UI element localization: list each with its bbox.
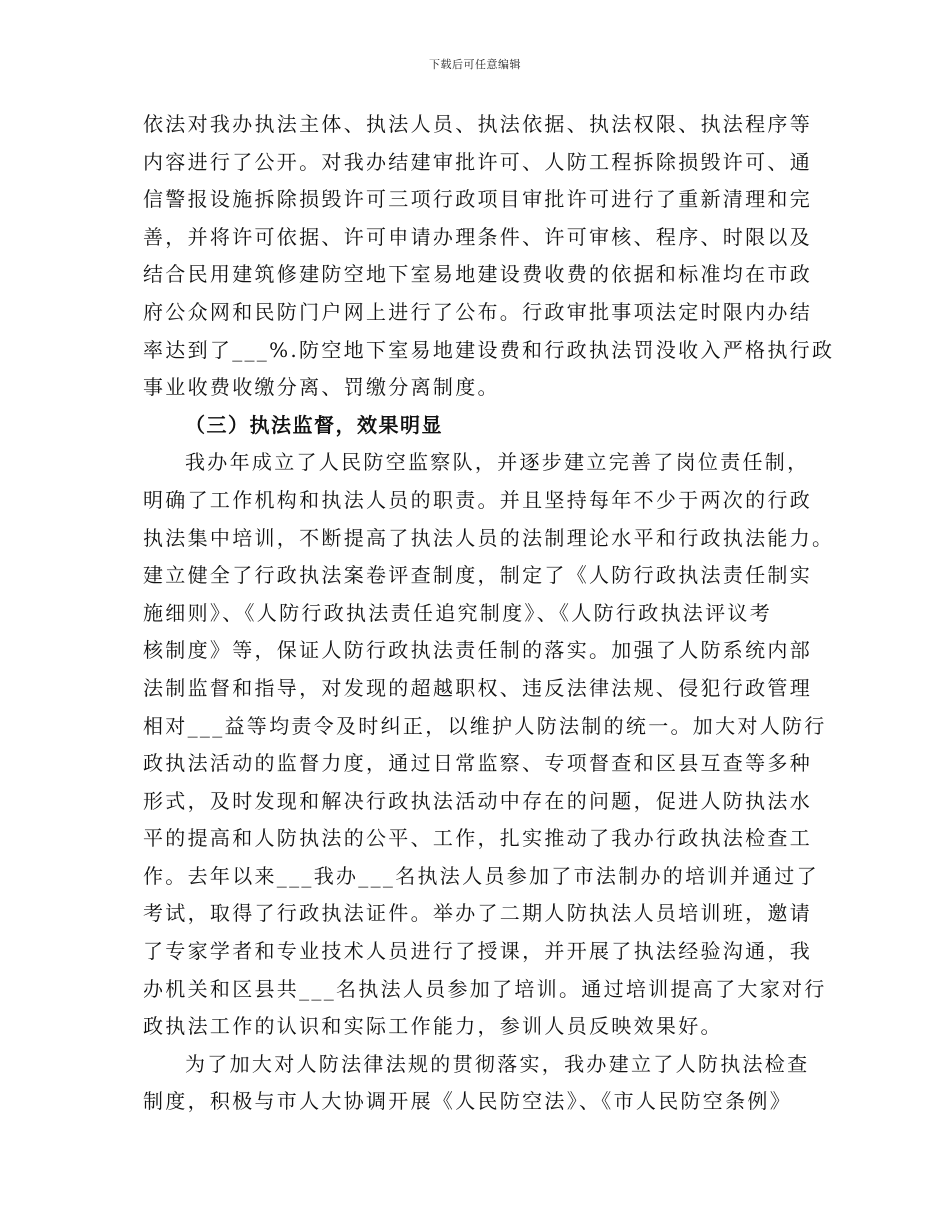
document-body [143, 106, 835, 1121]
text-line: 平的提高和人防执法的公平、工作，扎实推动了我办行政执法检查工 [143, 826, 812, 851]
text-line: 核制度》等，保证人防行政执法责任制的落实。加强了人防系统内部 [143, 638, 812, 663]
text-line: 信警报设施拆除损毁许可三项行政项目审批许可进行了重新清理和完 [143, 187, 812, 212]
text-line: 府公众网和民防门户网上进行了公布。行政审批事项法定时限内办结 [143, 299, 812, 324]
text-line: 办机关和区县共___名执法人员参加了培训。通过培训提高了大家对行 [143, 976, 827, 1001]
text-line: 政执法工作的认识和实际工作能力，参训人员反映效果好。 [143, 1014, 723, 1039]
text-line: 考试，取得了行政执法证件。举办了二期人防执法人员培训班，邀请 [143, 901, 812, 926]
section-heading: （三）执法监督，效果明显 [185, 412, 443, 437]
text-line: 执法集中培训，不断提高了执法人员的法制理论水平和行政执法能力。 [143, 525, 835, 550]
text-line: 作。去年以来___我办___名执法人员参加了市法制办的培训并通过了 [143, 863, 819, 888]
text-line: 事业收费收缴分离、罚缴分离制度。 [143, 375, 500, 400]
text-line: 施细则》、《人防行政执法责任追究制度》、《人防行政执法评议考 [143, 600, 772, 625]
text-line: 依法对我办执法主体、执法人员、执法依据、执法权限、执法程序等 [143, 112, 812, 136]
text-line: 法制监督和指导，对发现的超越职权、违反法律法规、侵犯行政管理 [143, 675, 812, 700]
text-line: 政执法活动的监督力度，通过日常监察、专项督查和区县互查等多种 [143, 751, 812, 776]
text-line: 建立健全了行政执法案卷评查制度，制定了《人防行政执法责任制实 [143, 563, 812, 588]
text-line: 形式，及时发现和解决行政执法活动中存在的问题，促进人防执法水 [143, 788, 812, 813]
page-header: 下载后可任意编辑 [429, 58, 521, 71]
text-line: 内容进行了公开。对我办结建审批许可、人防工程拆除损毁许可、通 [143, 149, 812, 174]
text-line: 了专家学者和专业技术人员进行了授课，并开展了执法经验沟通，我 [143, 939, 812, 964]
text-line: 我办年成立了人民防空监察队，并逐步建立完善了岗位责任制， [185, 450, 810, 475]
text-line: 制度，积极与市人大协调开展《人民防空法》、《市人民防空条例》 [143, 1089, 792, 1114]
text-line: 结合民用建筑修建防空地下室易地建设费收费的依据和标准均在市政 [143, 262, 812, 287]
text-line: 善，并将许可依据、许可申请办理条件、许可审核、程序、时限以及 [143, 224, 812, 249]
text-line: 明确了工作机构和执法人员的职责。并且坚持每年不少于两次的行政 [143, 487, 812, 512]
text-line: 为了加大对人防法律法规的贯彻落实，我办建立了人防执法检查 [185, 1051, 810, 1076]
text-line: 率达到了___%.防空地下室易地建设费和行政执法罚没收入严格执行政 [143, 337, 835, 362]
text-line: 相对___益等均责令及时纠正，以维护人防法制的统一。加大对人防行 [143, 713, 827, 738]
